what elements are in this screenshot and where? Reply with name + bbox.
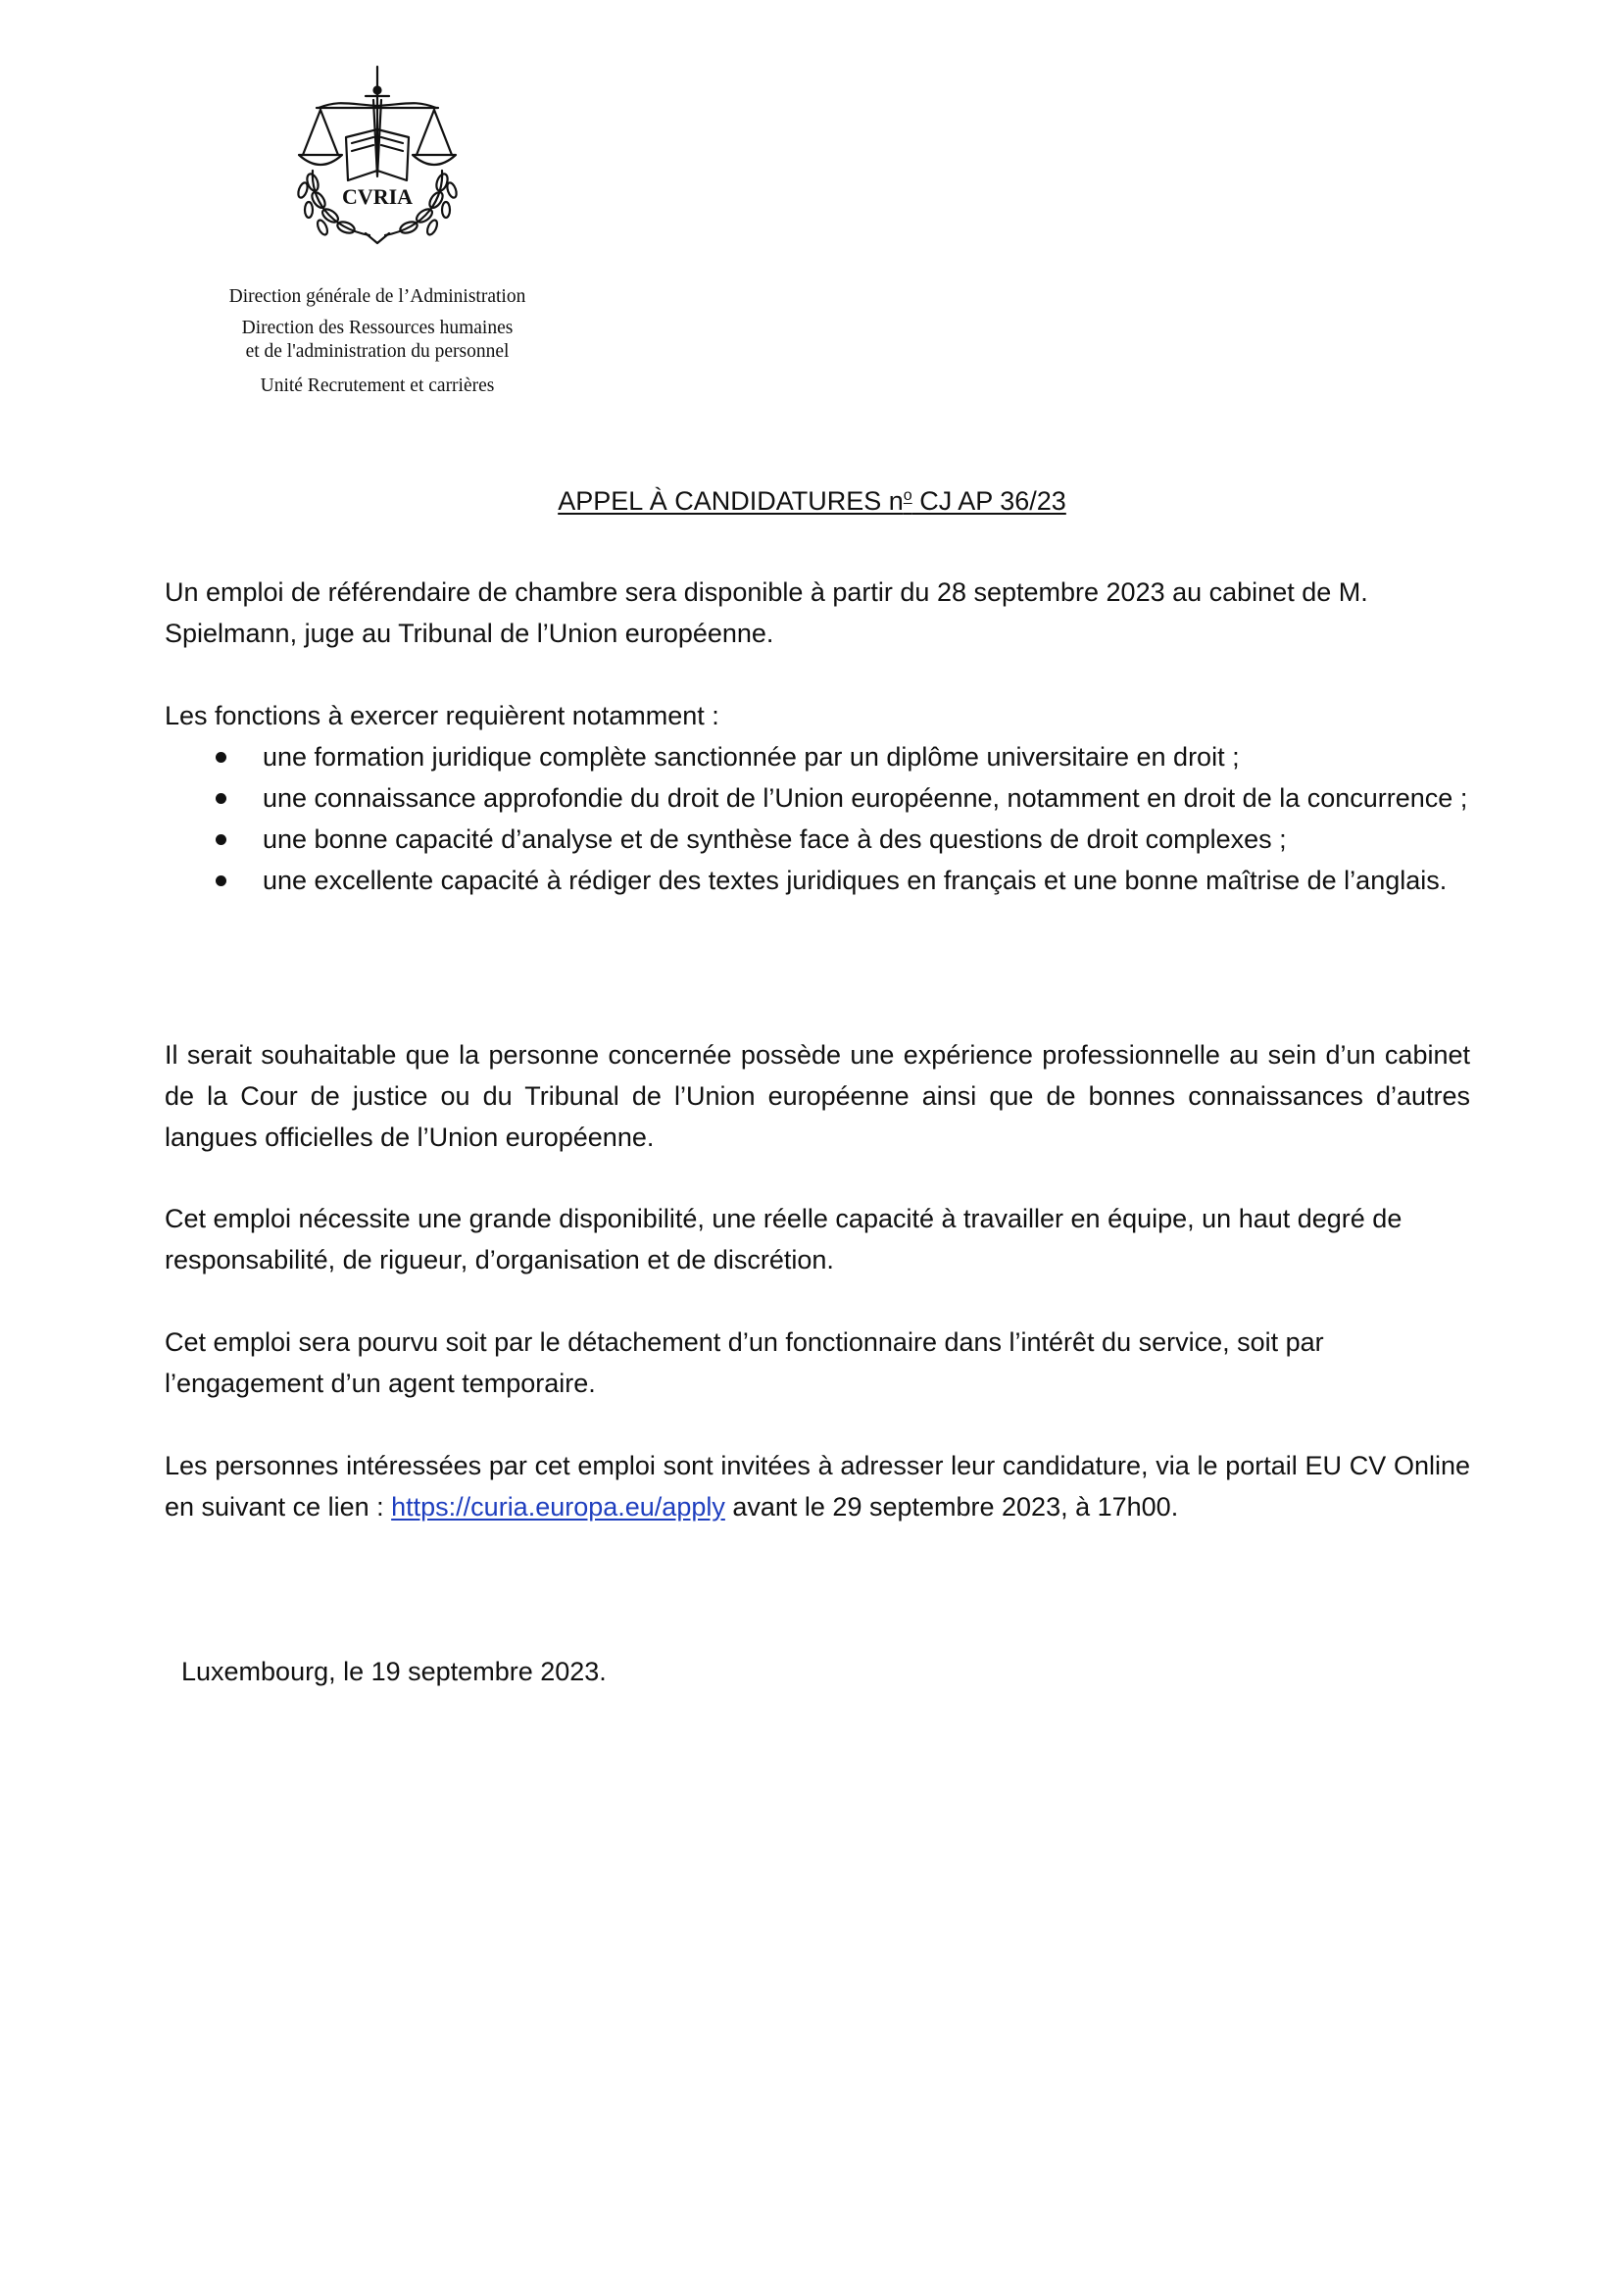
title-suffix: CJ AP 36/23 [911, 486, 1066, 516]
application-text [165, 1445, 1470, 1527]
experience-text: Il serait souhaitable que la personne concernée possède une expérience professionnelle au sein d’un cabinet de la Cour de justice ou du Tribunal de l’Union européenne ainsi que de bonnes connaissances d’autres langues officielles de l’Union européenne. [165, 1040, 1470, 1152]
application-paragraph [165, 1445, 1470, 1527]
hr-directorate-line: Direction des Ressources humaines [241, 318, 514, 338]
availability-text: Cet emploi nécessite une grande disponibilité, une réelle capacité à travailler en équipe, un haut degré de responsabilité, de rigueur, d’organisation et de discrétion. [165, 1204, 1403, 1274]
requirement-text: une formation juridique complète sanctionnée par un diplôme universitaire en droit ; [263, 742, 1240, 772]
requirement-text: une excellente capacité à rédiger des textes juridiques en français et une bonne maîtrise de l’anglais. [263, 866, 1448, 895]
recruitment-unit-line: Unité Recrutement et carrières [260, 375, 495, 396]
title-prefix: APPEL À CANDIDATURES n [558, 486, 904, 516]
requirements-section [165, 695, 1470, 901]
list-item [165, 860, 1470, 901]
bullet-icon [216, 875, 226, 886]
list-item [165, 777, 1470, 819]
title-superscript: o [903, 487, 912, 504]
requirements-intro: Les fonctions à exercer requièrent notamment : [165, 701, 719, 730]
experience-paragraph [165, 1034, 1470, 1158]
staffing-paragraph [165, 1322, 1470, 1404]
curia-logo [289, 61, 466, 257]
vacancy-paragraph [165, 572, 1470, 654]
apply-link[interactable]: https://curia.europa.eu/apply [391, 1492, 725, 1522]
closing-date-line: Luxembourg, le 19 septembre 2023. [181, 1657, 607, 1686]
list-item [165, 736, 1470, 777]
requirements-list [165, 736, 1470, 901]
personnel-admin-line: et de l'administration du personnel [245, 341, 510, 362]
requirement-text: une bonne capacité d’analyse et de synthèse face à des questions de droit complexes ; [263, 824, 1287, 854]
staffing-text: Cet emploi sera pourvu soit par le détachement d’un fonctionnaire dans l’intérêt du service, soit par l’engagement d’un agent temporaire. [165, 1327, 1324, 1398]
bullet-icon [216, 752, 226, 763]
vacancy-text: Un emploi de référendaire de chambre sera disponible à partir du 28 septembre 2023 au cabinet de M. Spielmann, juge au Tribunal de l’Union européenne. [165, 577, 1368, 648]
requirement-text: une connaissance approfondie du droit de l’Union européenne, notamment en droit de la concurrence ; [263, 783, 1468, 813]
svg-text:CVRIA: CVRIA [341, 184, 414, 209]
bullet-icon [216, 793, 226, 804]
application-text-before: Les personnes intéressées par cet emploi sont invitées à adresser leur candidature, via le portail EU CV Online en suivant ce lien : [165, 1451, 1470, 1522]
list-item [165, 819, 1470, 860]
page-title [0, 478, 1624, 519]
bullet-icon [216, 834, 226, 845]
directorate-general-line: Direction générale de l’Administration [228, 286, 526, 307]
availability-paragraph [165, 1198, 1470, 1280]
application-text-after: avant le 29 septembre 2023, à 17h00. [724, 1492, 1179, 1522]
administration-header [167, 282, 588, 400]
